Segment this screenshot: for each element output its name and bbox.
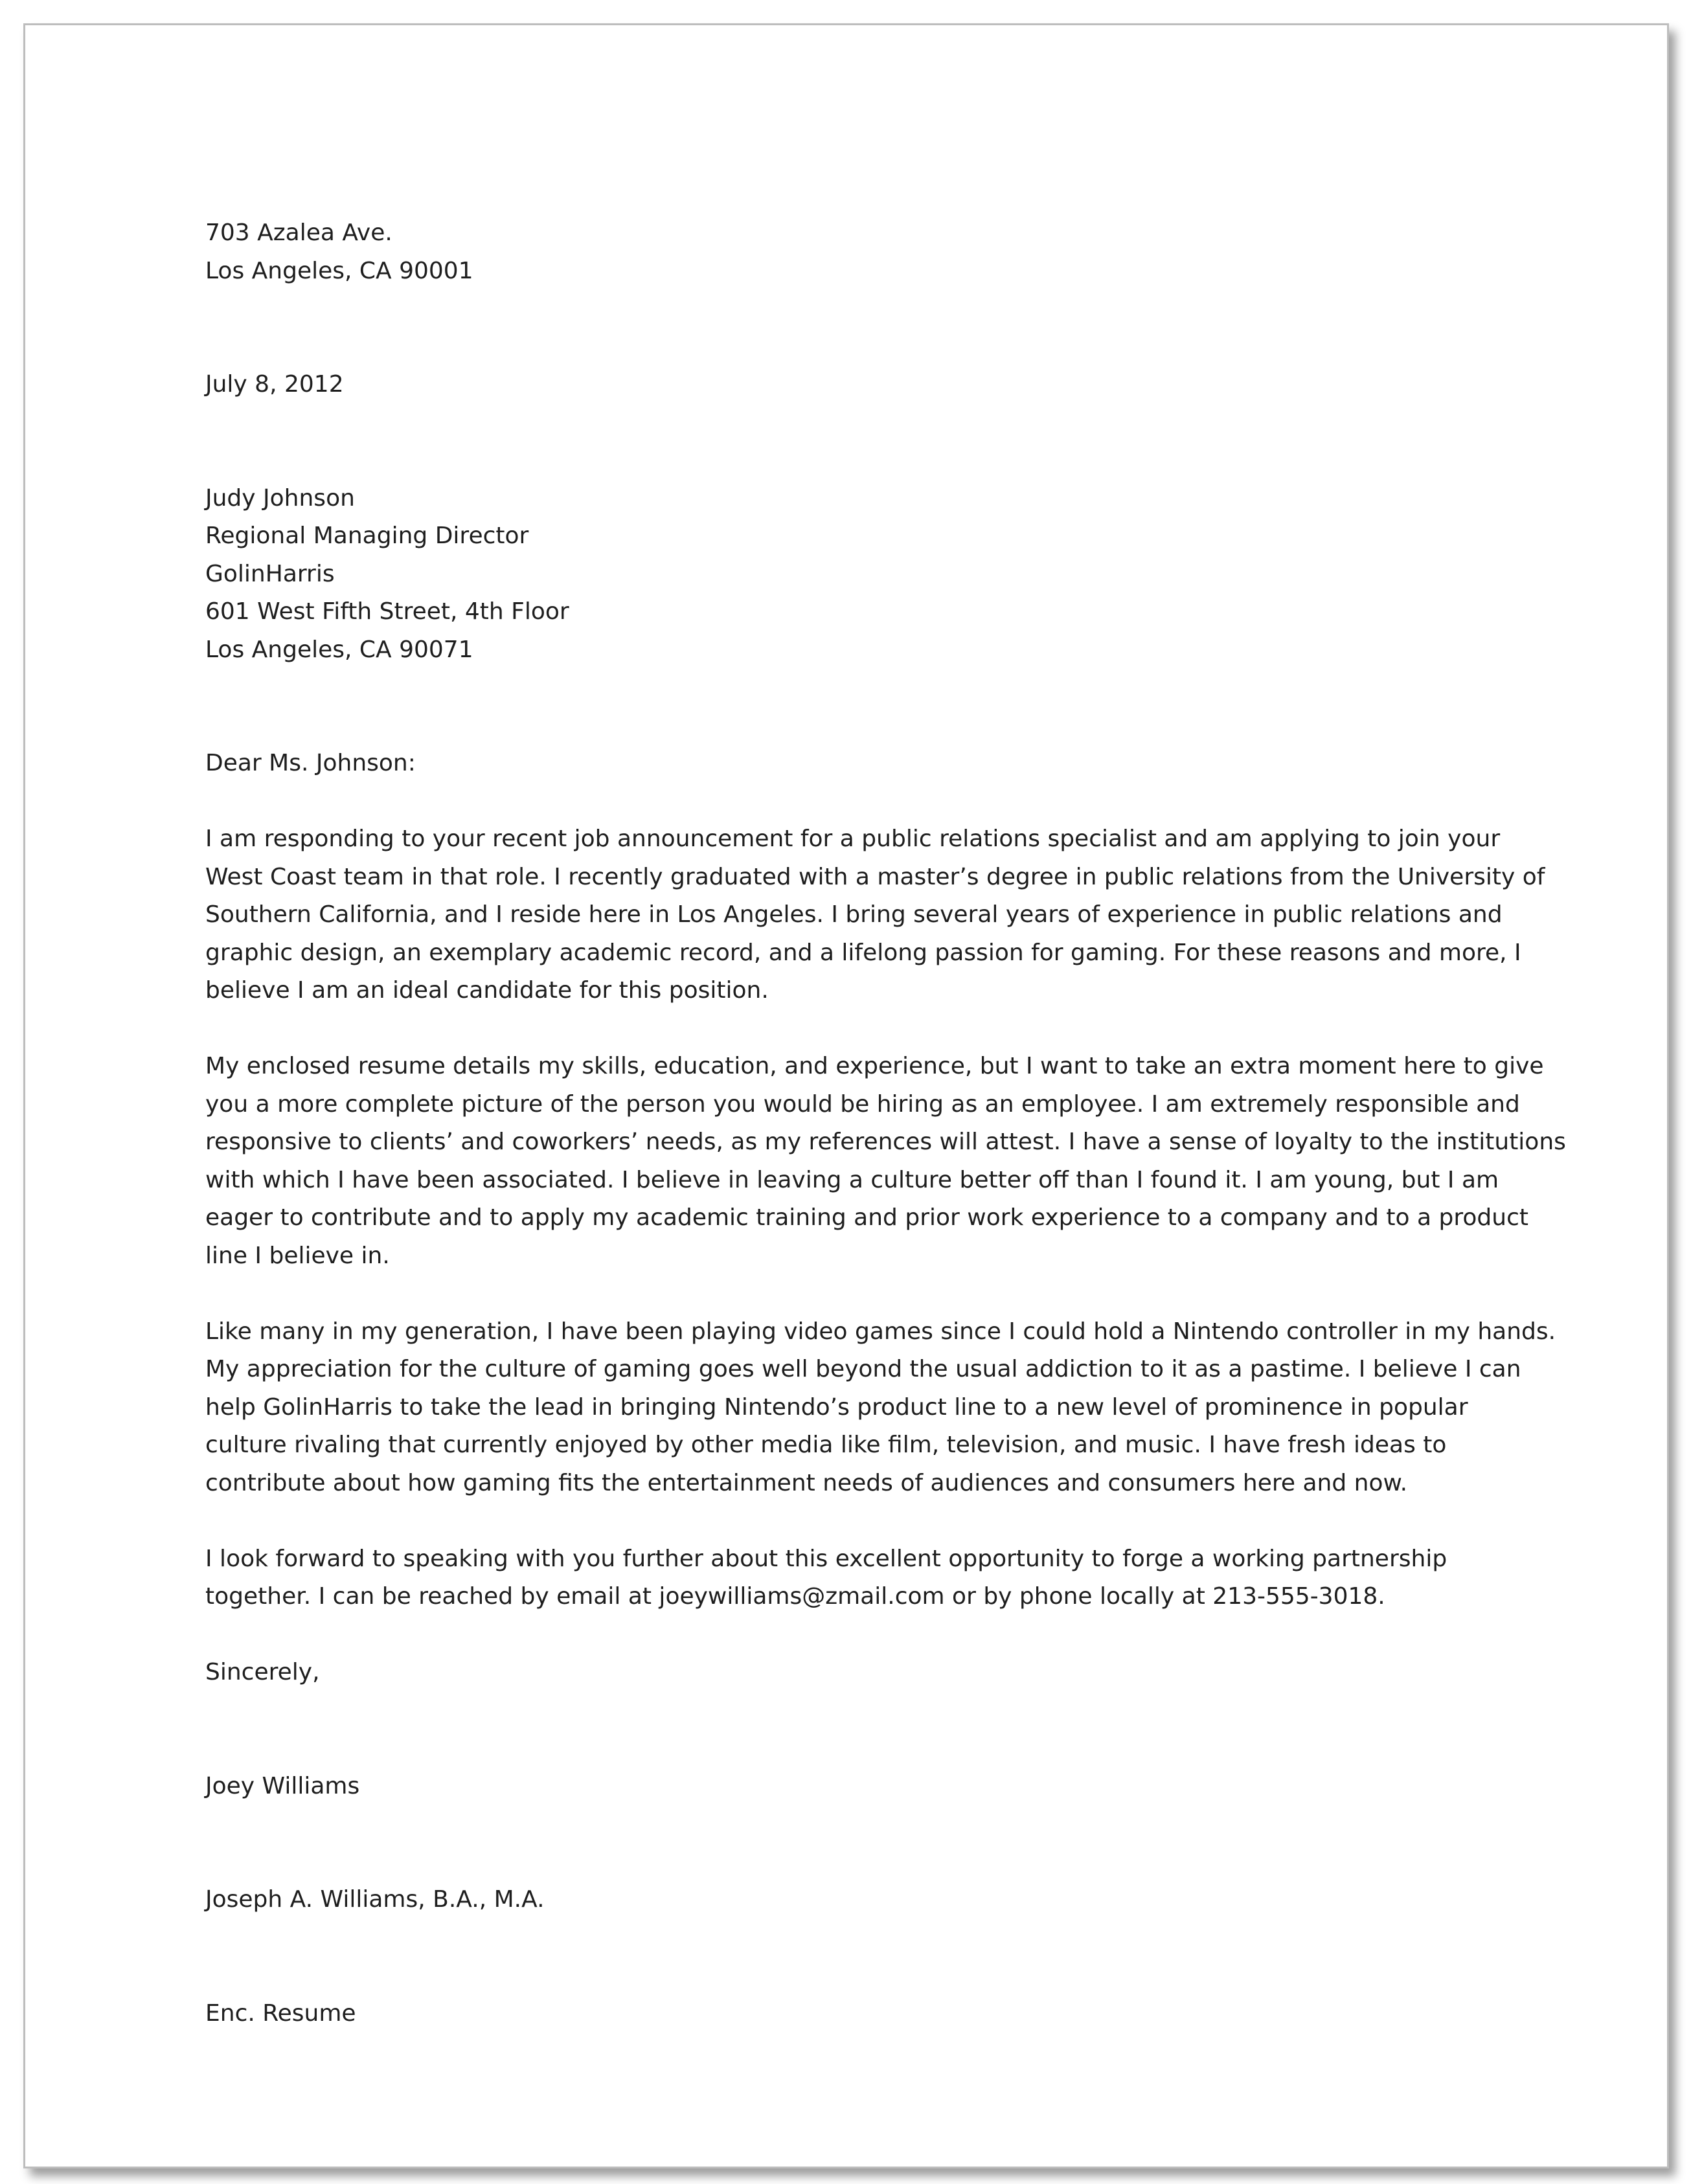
recipient-address [205, 480, 1539, 670]
paragraph-line: help GolinHarris to take the lead in bringing Nintendo’s product line to a new level of prominence in popular [205, 1393, 1468, 1421]
paragraph-gaming [205, 1313, 1556, 1503]
enclosure-text: Enc. Resume [205, 1999, 356, 2027]
paragraph-line: My enclosed resume details my skills, education, and experience, but I want to take an extra moment here to give [205, 1053, 1544, 1079]
letter-date [205, 366, 1539, 404]
recipient-company: GolinHarris [205, 560, 335, 587]
letter-body [205, 214, 1566, 2032]
paragraph-line: you a more complete picture of the person you would be hiring as an employee. I am extremely responsible and [205, 1090, 1520, 1118]
paragraph-line: I look forward to speaking with you further about this excellent opportunity to forge a working partnership [205, 1545, 1447, 1572]
complimentary-close [205, 1654, 1539, 1692]
signature-text: Joey Williams [205, 1772, 360, 1799]
typed-name-text: Joseph A. Williams, B.A., M.A. [205, 1886, 545, 1913]
paragraph-line: I am responding to your recent job announcement for a public relations specialist and am applying to join your [205, 826, 1501, 852]
paragraph-line: line I believe in. [205, 1242, 390, 1269]
typed-name [205, 1881, 1539, 1919]
closing-text: Sincerely, [205, 1659, 320, 1685]
paragraph-closing [205, 1540, 1539, 1616]
paragraph-line: Like many in my generation, I have been playing video games since I could hold a Nintendo controller in my hands. [205, 1318, 1556, 1345]
paragraph-line: culture rivaling that currently enjoyed by other media like film, television, and music. I have fresh ideas to [205, 1432, 1447, 1458]
paragraph-line: with which I have been associated. I believe in leaving a culture better off than I found it. I am young, but I am [205, 1166, 1499, 1193]
paragraph-intro [205, 820, 1545, 1010]
paragraph-line: Southern California, and I reside here in Los Angeles. I bring several years of experience in public relations and [205, 901, 1503, 928]
paragraph-line: together. I can be reached by email at joeywilliams@zmail.com or by phone locally at 213-555-3018. [205, 1583, 1385, 1610]
paragraph-line: responsive to clients’ and coworkers’ needs, as my references will attest. I have a sense of loyalty to the institutions [205, 1129, 1566, 1155]
recipient-name: Judy Johnson [205, 484, 355, 512]
sender-street: 703 Azalea Ave. [205, 220, 392, 246]
sender-address [205, 214, 1539, 290]
letter-page [23, 23, 1669, 2168]
paragraph-line: contribute about how gaming fits the entertainment needs of audiences and consumers here and now. [205, 1469, 1408, 1496]
paragraph-line: graphic design, an exemplary academic record, and a lifelong passion for gaming. For these reasons and more, I [205, 939, 1521, 966]
paragraph-qualifications [205, 1048, 1566, 1275]
recipient-title: Regional Managing Director [205, 523, 529, 549]
sender-city: Los Angeles, CA 90001 [205, 257, 473, 284]
salutation [205, 745, 1539, 783]
paragraph-line: My appreciation for the culture of gaming goes well beyond the usual addiction to it as a pastime. I believe I can [205, 1356, 1521, 1382]
enclosure-notation [205, 1995, 1539, 2033]
recipient-street: 601 West Fifth Street, 4th Floor [205, 598, 569, 625]
date-text: July 8, 2012 [205, 371, 344, 398]
paragraph-line: believe I am an ideal candidate for this position. [205, 977, 769, 1004]
recipient-city: Los Angeles, CA 90071 [205, 636, 473, 663]
salutation-text: Dear Ms. Johnson: [205, 750, 416, 776]
paragraph-line: West Coast team in that role. I recently graduated with a master’s degree in public relations from the University of [205, 863, 1545, 890]
paragraph-line: eager to contribute and to apply my academic training and prior work experience to a company and to a product [205, 1204, 1528, 1231]
signature [205, 1768, 1539, 1806]
